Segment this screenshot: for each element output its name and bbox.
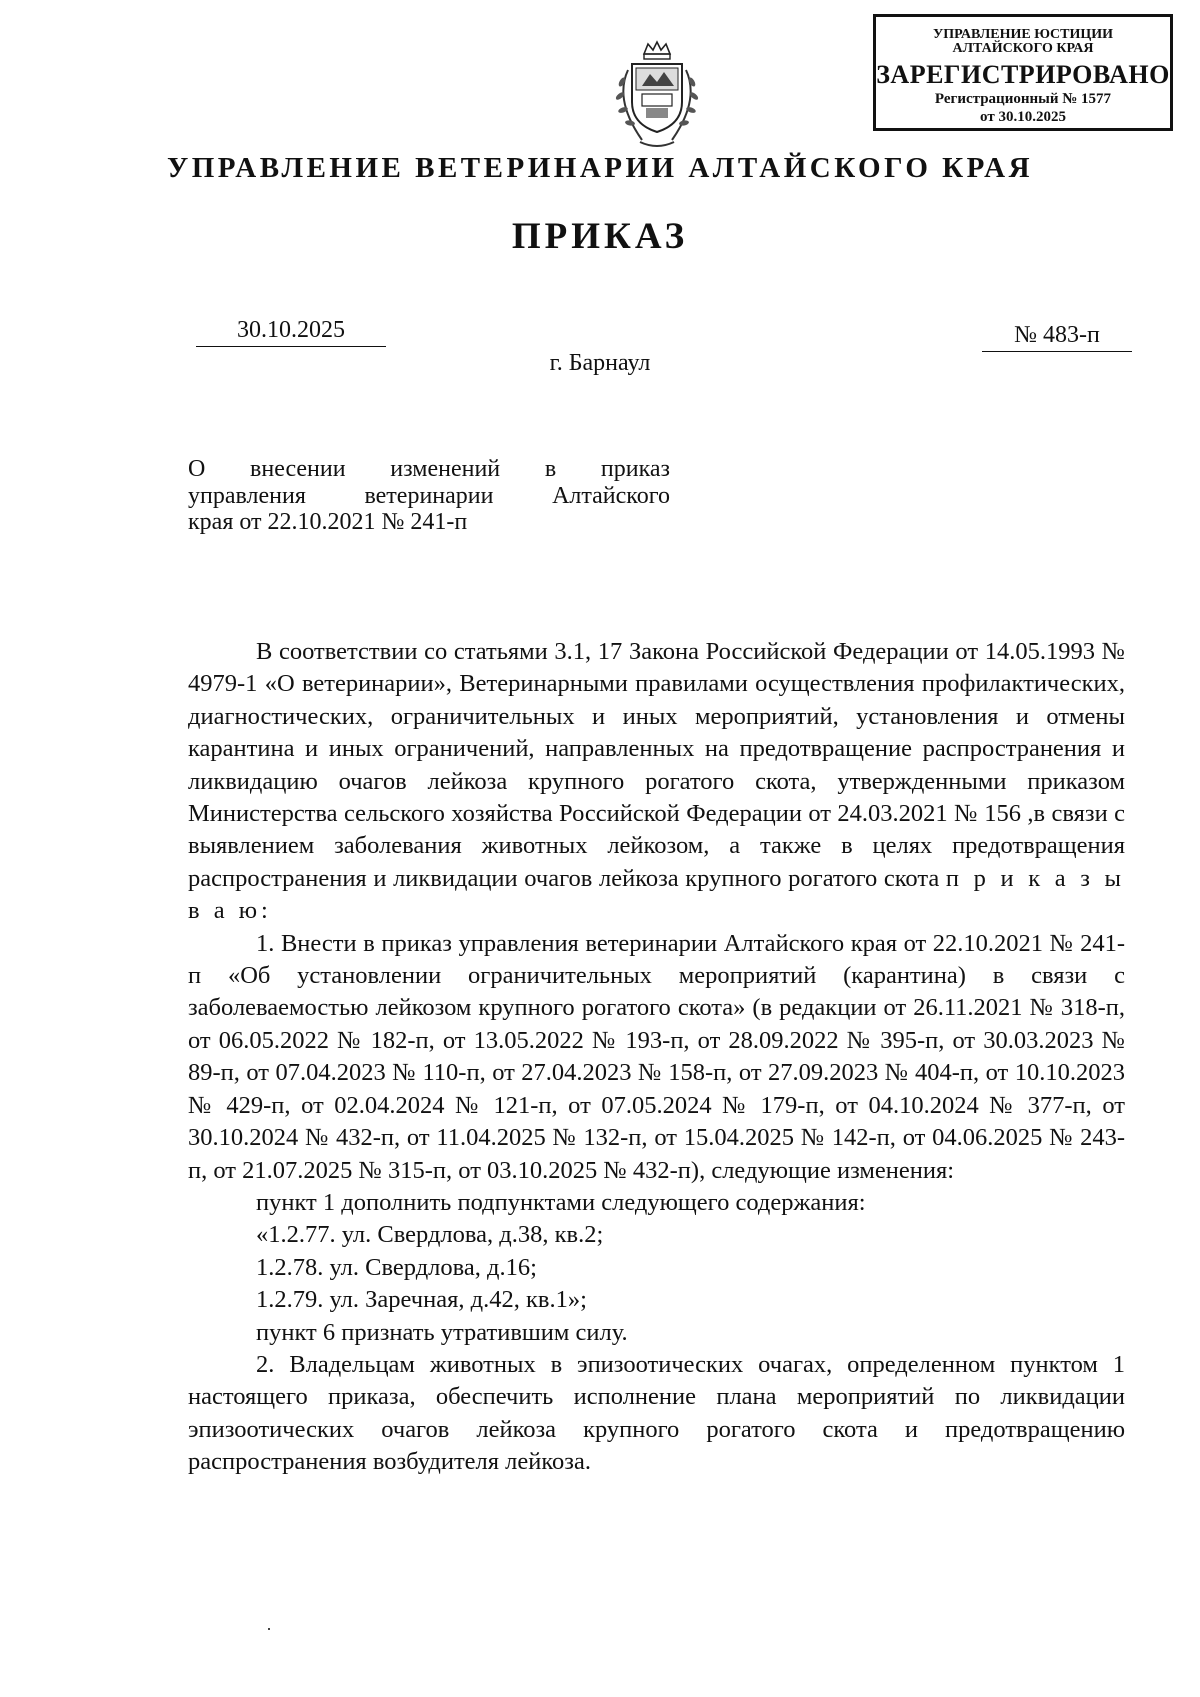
item-1-subitem: «1.2.77. ул. Свердлова, д.38, кв.2; <box>256 1221 604 1249</box>
stamp-reg-number: Регистрационный № 1577 <box>934 91 1112 107</box>
document-number: № 483-п <box>982 321 1132 352</box>
document-body <box>188 636 1125 1479</box>
item-1-subitem: пункт 1 дополнить подпунктами следующего содержания: <box>256 1188 866 1216</box>
stamp-status: ЗАРЕГИСТРИРОВАНО <box>876 60 1170 89</box>
preamble-text: В соответствии со статьями 3.1, 17 Закона Российской Федерации от 14.05.1993 № 4979-1 «О ветеринарии», Ветеринарными правилами осуществления профилактических, диагностических, ограничительных и иных мероприятий, установления и отмены карантина и иных ограничений, направленных на предотвращение распространения и ликвидацию очагов лейкоза крупного рогатого скота, утвержденными приказом Министерства сельского хозяйства Российской Федерации от 24.03.2021 № 156 ,в связи с выявлением заболевания животных лейкозом, а также в целях предотвращения распространения и ликвидации очагов лейкоза крупного рогатого скота <box>188 638 1125 892</box>
subject-line: О внесении изменений в приказ <box>188 456 670 482</box>
coat-of-arms-icon <box>602 40 712 155</box>
stamp-authority-line1: УПРАВЛЕНИЕ ЮСТИЦИИ <box>933 27 1113 42</box>
item-1-paragraph: 1. Внести в приказ управления ветеринарии Алтайского края от 22.10.2021 № 241-п «Об установлении ограничительных мероприятий (карантина) в связи с заболеваемостью лейкозом крупного рогатого скота» (в редакции от 26.11.2021 № 318-п, от 06.05.2022 № 182-п, от 13.05.2022 № 193-п, от 28.09.2022 № 395-п, от 30.03.2023 № 89-п, от 07.04.2023 № 110-п, от 27.04.2023 № 158-п, от 27.09.2023 № 404-п, от 10.10.2023 № 429-п, от 02.04.2024 № 121-п, от 07.05.2024 № 179-п, от 04.10.2024 № 377-п, от 30.10.2024 № 432-п, от 11.04.2025 № 132-п, от 15.04.2025 № 142-п, от 04.06.2025 № 243-п, от 21.07.2025 № 315-п, от 03.10.2025 № 432-п), следующие изменения: <box>188 929 1125 1184</box>
preamble-paragraph <box>188 636 1125 928</box>
subject-line: края от 22.10.2021 № 241-п <box>188 509 468 535</box>
document-city: г. Барнаул <box>549 350 651 376</box>
scan-speck <box>268 1628 270 1630</box>
organization-title: УПРАВЛЕНИЕ ВЕТЕРИНАРИИ АЛТАЙСКОГО КРАЯ <box>166 152 1034 184</box>
subject-line: управления ветеринарии Алтайского <box>188 482 670 509</box>
document-subject <box>188 456 670 536</box>
item-2-paragraph: 2. Владельцам животных в эпизоотических очагах, определенном пунктом 1 настоящего приказа, обеспечить исполнение плана мероприятий по ликвидации эпизоотических очагов лейкоза крупного рогатого скота и предотвращению распространения возбудителя лейкоза. <box>188 1350 1125 1476</box>
item-1-subitem: пункт 6 признать утратившим силу. <box>256 1318 628 1346</box>
stamp-reg-date: от 30.10.2025 <box>980 109 1066 125</box>
document-date: 30.10.2025 <box>196 316 386 347</box>
document-type: ПРИКАЗ <box>511 216 689 257</box>
registration-stamp <box>873 14 1173 131</box>
order-word: п р и к а з ы в а ю: <box>188 864 1126 925</box>
item-1-subitem: 1.2.78. ул. Свердлова, д.16; <box>256 1253 537 1281</box>
item-1-subitem: 1.2.79. ул. Заречная, д.42, кв.1»; <box>256 1286 587 1314</box>
stamp-authority-line2: АЛТАЙСКОГО КРАЯ <box>952 41 1094 56</box>
